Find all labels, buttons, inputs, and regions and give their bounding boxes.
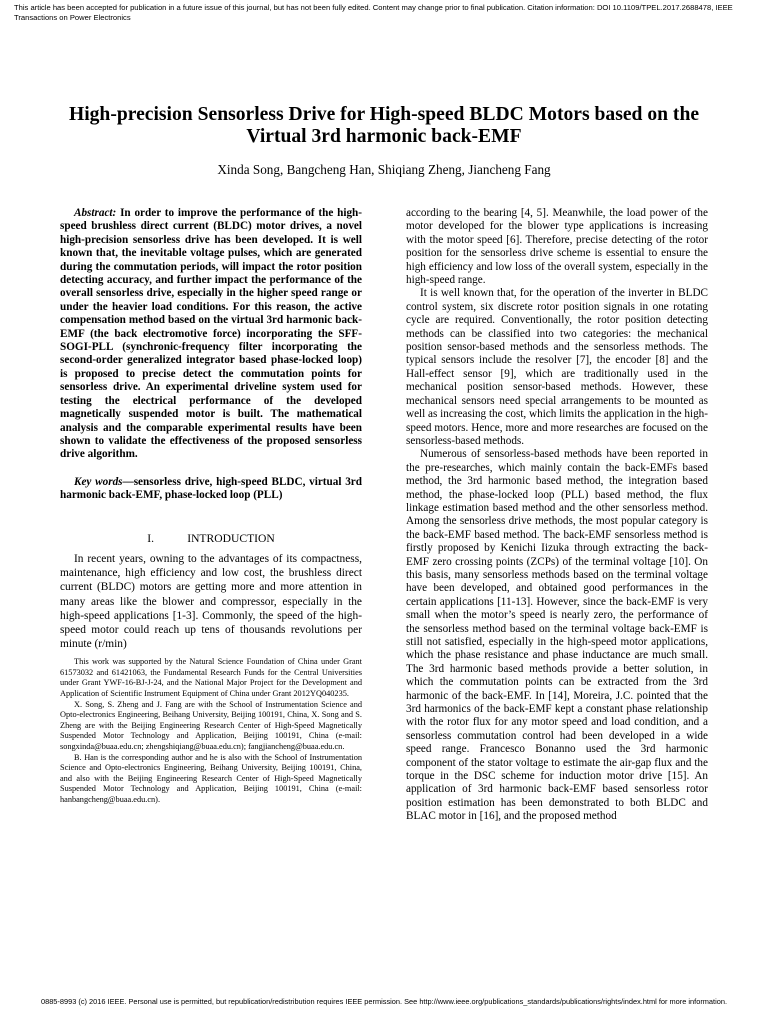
footnotes (60, 657, 362, 805)
body-paragraph: It is well known that, for the operation of the inverter in BLDC control system, six discrete rotor position signals in one rotating cycle are required. Conventionally, the rotor position detecting methods can be classified into two categories: the mechanical position sensor-based methods and the sensorless methods. The typical sensors include the resolver [7], the encoder [8] and the Hall-effect sensor [9], which are traditionally used in the mechanical position sensor-based methods. However, these mechanical sensors need special arrangements to be mounted as well as increasing the cost, which limits the application in the high-speed motors. Hence, more and more researches are focused on the sensorless-based methods. (406, 287, 708, 447)
footnote-affiliation: X. Song, S. Zheng and J. Fang are with the School of Instrumentation Science and Opto-electronics Engineering, Beihang University, Beijing 100191, China, X. Song and S. Zheng are with the Beijing Engineering Research Center of High-Speed Magnetically Suspended Motor Technology and Application, Beijing 100191, China (e-mail: songxinda@buaa.edu.cn; zhengshiqiang@buaa.edu.cn); fangjiancheng@buaa.edu.cn. (60, 699, 362, 751)
abstract (60, 207, 362, 462)
keywords (60, 476, 362, 503)
copyright-footer: 0885-8993 (c) 2016 IEEE. Personal use is permitted, but republication/redistribution requires IEEE permission. See http://www.ieee.org/publications_standards/publications/rights/index.html for more information. (40, 997, 728, 1006)
section-heading (60, 532, 362, 545)
left-column (60, 207, 362, 806)
abstract-text: In order to improve the performance of the high-speed brushless direct current (BLDC) motor drives, a novel high-precision sensorless drive has been developed. It is well known that, the inevitable voltage pulses, which are generated during the commutation periods, will impact the rotor position detecting accuracy, and further impact the performance of the overall sensorless drive, especially in the higher speed range or under the heavier load conditions. For this reason, the active compensation method based on the virtual 3rd harmonic back-EMF (the back electromotive force) incorporating the SFF-SOGI-PLL (synchronic-frequency filter incorporating the second-order generalized integrator based phase-locked loop) is proposed to precise detect the commutation points for sensorless drive. An experimental driveline system used for testing the electrical performance of the developed magnetically suspended motor is built. The mathematical analysis and the comparable experimental results have been shown to validate the effectiveness of the proposed sensorless drive algorithm. (60, 207, 362, 461)
author-list: Xinda Song, Bangcheng Han, Shiqiang Zheng, Jiancheng Fang (217, 162, 551, 177)
intro-paragraph: In recent years, owning to the advantages of its compactness, maintenance, high efficiency and low cost, the brushless direct current (BLDC) motors are getting more and more attention in many areas like the blower and compressor, especially in the high-speed applications [1-3]. Commonly, the speed of the high-speed motor could reach up tens of thousands revolutions per minute (r/min) (60, 552, 362, 651)
keywords-label: Key words (74, 475, 123, 488)
right-column (406, 207, 708, 824)
section-title: INTRODUCTION (187, 531, 275, 545)
section-number: I. (147, 531, 154, 545)
abstract-label: Abstract: (74, 207, 117, 219)
footnote-corresponding: B. Han is the corresponding author and he is also with the School of Instrumentation Science and Opto-electronics Engineering, Beihang University, Beijing 100191, China, and also with the Beijing Engineering Research Center of High-Speed Magnetically Suspended Motor Technology and Application, Beijing 100191, China (e-mail: hanbangcheng@buaa.edu.cn). (60, 753, 362, 804)
paper-title: High-precision Sensorless Drive for High-speed BLDC Motors based on the Virtual 3rd harmonic back-EMF (68, 104, 700, 147)
footnote-funding: This work was supported by the Natural Science Foundation of China under Grant 61573032 and 61421063, the Fundamental Research Funds for the Central Universities under Grant YWF-16-BJ-J-24, and the National Major Project for the Development and Application of Scientific Instrument Equipment of China under Grant 2012YQ040235. (60, 657, 362, 698)
body-paragraph: Numerous of sensorless-based methods have been reported in the pre-researches, which mainly contain the back-EMFs based method, the 3rd harmonic based method, the integration based method, the phase-locked loop (PLL) based method, the flux linkage estimation based method and the other sensorless method. Among the sensorless drive methods, the most popular category is the back-EMF based method. The back-EMF sensorless method is firstly proposed by Kenichi Iizuka through extracting the back-EMF zero crossing points (ZCPs) of the terminal voltage [10]. On this basis, many sensorless methods based on the terminal voltage have been developed, and obtained good performances in the certain applications [11-13]. However, since the back-EMF is very small when the motor’s speed is nearly zero, the performance of the sensorless method based on the terminal voltage back-EMF is still not satisfied, especially in the high-speed motor applications, which the phase resistance and phase inductance are much small. The 3rd harmonic based methods provide a better solution, in which the commutation points can be extracted from the 3rd harmonic of the back-EMF. In [14], Moreira, J.C. pointed that the 3rd harmonics of the back-EMF kept a constant phase relationship with the rotor flux for any motor speed and load condition, and a sensorless commutation control had been developed in a wide speed range. Francesco Bonanno used the 3rd harmonic component of the stator voltage to estimate the air-gap flux and the torque in the DSC scheme for induction motor drive [15]. An application of 3rd harmonic back-EMF based sensorless rotor position estimation has been demonstrated to both BLDC and BLAC motor in [16], and the proposed method (406, 448, 708, 823)
journal-notice: This article has been accepted for publication in a future issue of this journal, but has not been fully edited. Content may change prior to final publication. Citation information: DOI 10.1109/TPEL.2017.2688478, IEEE Transactions on Power Electronics (14, 3, 733, 22)
keywords-text: —sensorless drive, high-speed BLDC, virtual 3rd harmonic back-EMF, phase-locked loop (PLL) (60, 475, 362, 502)
body-paragraph: according to the bearing [4, 5]. Meanwhile, the load power of the motor developed for the blower type applications is increasing with the motor speed [6]. Therefore, precise detecting of the rotor position for the sensorless drive scheme is essential to ensure the high efficiency and low loss of the overall system, especially in the high-speed range. (406, 207, 708, 287)
